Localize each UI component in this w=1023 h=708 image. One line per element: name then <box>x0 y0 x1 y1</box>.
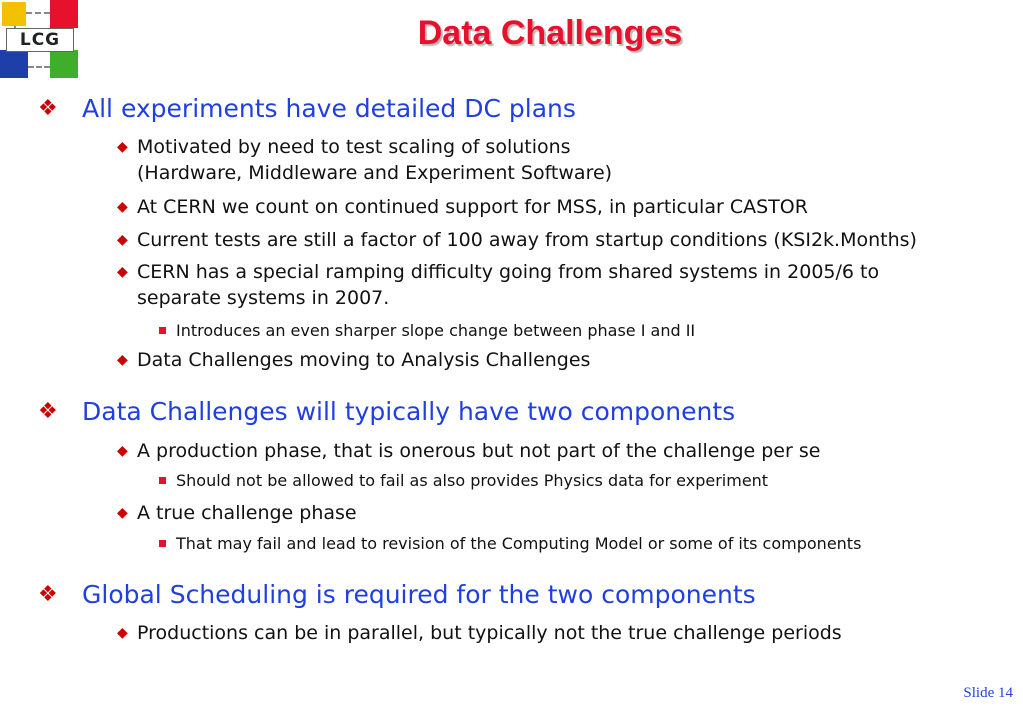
bullet-item: ◆ At CERN we count on continued support for MSS, in particular CASTOR <box>117 196 808 218</box>
diamond-quad-icon: ❖ <box>38 96 58 121</box>
logo-dash <box>28 66 50 68</box>
diamond-icon: ◆ <box>117 505 128 521</box>
sub-bullet-item: That may fail and lead to revision of the Computing Model or some of its components <box>176 533 861 555</box>
bullet-item: ◆ Productions can be in parallel, but typically not the true challenge periods <box>117 622 842 644</box>
logo-text: LCG <box>6 28 74 52</box>
diamond-icon: ◆ <box>117 139 128 155</box>
bullet-item-continuation: (Hardware, Middleware and Experiment Software) <box>137 162 613 184</box>
diamond-quad-icon: ❖ <box>38 582 58 607</box>
sub-bullet-item: Should not be allowed to fail as also provides Physics data for experiment <box>176 470 768 492</box>
diamond-icon: ◆ <box>117 264 128 280</box>
bullet-item: ◆ CERN has a special ramping difficulty going from shared systems in 2005/6 to <box>117 261 880 283</box>
diamond-icon: ◆ <box>117 625 128 641</box>
logo-blue-square <box>0 50 28 78</box>
bullet-item: ◆ Data Challenges moving to Analysis Challenges <box>117 349 591 371</box>
diamond-icon: ◆ <box>117 443 128 459</box>
bullet-item-continuation: separate systems in 2007. <box>137 287 390 309</box>
logo-yellow-square <box>2 2 26 26</box>
bullet-item: ◆ Current tests are still a factor of 100 away from startup conditions (KSI2k.Months) <box>117 229 917 251</box>
logo-green-square <box>50 50 78 78</box>
square-icon <box>159 540 166 547</box>
slide-title: Data Challenges <box>417 14 683 52</box>
diamond-icon: ◆ <box>117 352 128 368</box>
square-icon <box>159 477 166 484</box>
diamond-icon: ◆ <box>117 232 128 248</box>
bullet-item: ◆ A true challenge phase <box>117 502 357 524</box>
diamond-icon: ◆ <box>117 199 128 215</box>
logo-dash <box>26 12 50 14</box>
square-icon <box>159 327 166 334</box>
lcg-logo <box>0 0 80 80</box>
section-heading: ❖ All experiments have detailed DC plans <box>38 94 576 123</box>
logo-red-square <box>50 0 78 28</box>
diamond-quad-icon: ❖ <box>38 399 58 424</box>
slide-number: Slide 14 <box>963 685 1013 701</box>
section-heading: ❖ Global Scheduling is required for the two components <box>38 580 756 609</box>
section-heading: ❖ Data Challenges will typically have two components <box>38 397 736 426</box>
bullet-item: ◆ A production phase, that is onerous but not part of the challenge per se <box>117 440 821 462</box>
bullet-item: ◆ Motivated by need to test scaling of solutions <box>117 136 571 158</box>
sub-bullet-item: Introduces an even sharper slope change between phase I and II <box>176 320 695 342</box>
